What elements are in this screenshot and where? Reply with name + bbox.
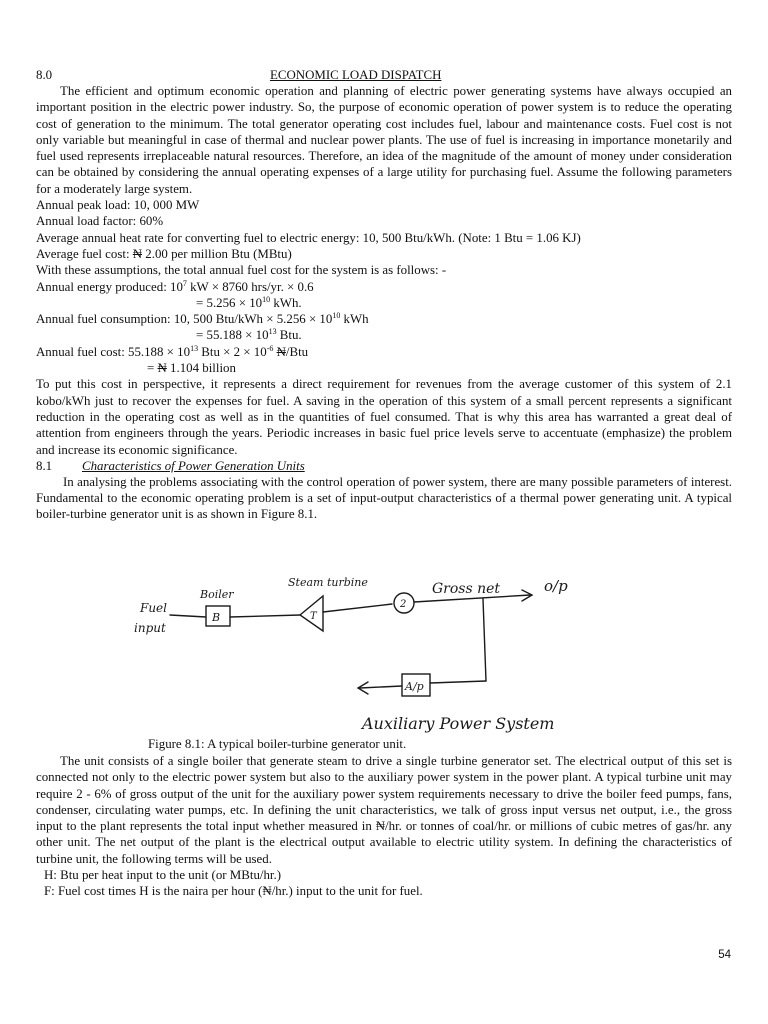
param-load-factor: Annual load factor: 60% [36, 214, 164, 229]
turbine-box-label: T [310, 611, 317, 622]
figure-8-1-diagram [130, 571, 600, 741]
gross-net-label: Gross net [432, 581, 501, 597]
body-continued [36, 753, 732, 900]
aux-system-label: Auxiliary Power System [362, 714, 555, 733]
generator-label: 2 [400, 599, 407, 610]
naira-symbol: ₦ [132, 246, 143, 261]
calc-consumption: Annual fuel consumption: 10, 500 $Btu/kWh \times 5.256 \times 10^{10}$ kWh [36, 311, 369, 327]
section-header [36, 67, 732, 83]
page-body [36, 67, 732, 523]
calc-cost-result: = ₦ 1.104 billion [147, 361, 236, 376]
subsection-title: Characteristics of Power Generation Units [82, 458, 305, 473]
subsection-number: 8.1 [36, 458, 53, 473]
section-title: ECONOMIC LOAD DISPATCH [270, 68, 442, 82]
naira-symbol: ₦ [276, 344, 286, 359]
unit-description-paragraph: The unit consists of a single boiler that generate steam to drive a single turbine generator set. The electrical output of this set is connected not only to the electric power system but also to the auxiliary power system in the power plant. A typical turbine unit may require 2 - 6% of gross output of the unit for the auxiliary power system requirements necessary to drive the boiler feed pumps, fans, condenser, circulating water pumps, etc. In defining the unit characteristics, we talk of gross input versus net output, i.e., the gross input to the plant represents the total input whether measured in ₦/hr. or tonnes of coal/hr. or millions of cubic metres of gas/hr. any other unit. The net output of the plant is the electrical output available to electric utility system. In defining the characteristics of turbine unit, the following terms will be used. [36, 754, 732, 866]
param-heat-rate: Average annual heat rate for converting fuel to electric energy: 10, 500 Btu/kWh. (Note: 1 Btu = 1.06 KJ) [36, 230, 581, 245]
turbine-generator-line [323, 604, 392, 612]
boiler-label: Boiler [200, 588, 234, 601]
aux-output-line [360, 686, 402, 688]
page-number: 54 [718, 949, 731, 961]
calc-consumption-result: = $55.188 \times 10^{13}$ Btu. [196, 327, 302, 343]
term-h: H: Btu per heat input to the unit (or MBtu/hr.) [44, 868, 282, 883]
fuel-input-line [170, 615, 206, 617]
perspective-paragraph: To put this cost in perspective, it represents a direct requirement for revenues from the average customer of this system of 2.1 kobo/kWh just to recover the expenses for fuel. A saving in the operation of this system of a small percent represents a significant reduction in the operating cost as well as in the quantities of fuel consumed. That is why this area has warranted a great deal of attention from engineers through the years. Periodic increases in basic fuel price levels serve to accentuate (emphasize) the problem and increase its economic significance. [36, 377, 732, 457]
boiler-turbine-line [230, 615, 300, 617]
term-f: F: Fuel cost times H is the naira per hour (₦/hr.) input to the unit for fuel. [44, 884, 423, 899]
param-fuel-cost: Average fuel cost: ₦ 2.00 per million Btu (MBtu) [36, 246, 292, 261]
aux-return-line [430, 681, 486, 683]
intro-paragraph: The efficient and optimum economic operation and planning of electric power generating systems have always occupied an important position in the electric power industry. So, the purpose of economic operation of power system is to reduce the operating cost of generation to the minimum. The total generator operating cost includes fuel, labour and maintenance costs. Fuel cost is not only variable but meaningful in case of thermal and nuclear power plants. The use of fuel is increasing in importance monetarily and fuel used represents irreplaceable natural resources. Therefore, an idea of the magnitude of the amount of money under consideration can be obtained by considering the annual operating expenses of a large utility for purchasing fuel. Assume the following parameters for a moderately large system. [36, 84, 732, 196]
steam-turbine-label: Steam turbine [288, 576, 368, 589]
param-peak-load: Annual peak load: 10, 000 MW [36, 198, 200, 213]
calc-cost: Annual fuel cost: $55.188 \times 10^{13}$ Btu × $2 \times 10^{-6}$ ₦/Btu [36, 343, 309, 359]
calc-energy: Annual energy produced: $10^7$ kW × 8760 hrs/yr. × 0.6 [36, 278, 314, 294]
aux-feed-line [483, 599, 486, 681]
input-label: input [134, 621, 166, 635]
naira-symbol: ₦ [157, 361, 167, 376]
calc-energy-result: = $5.256 \times 10^{10}$ kWh. [196, 294, 302, 310]
fuel-label: Fuel [140, 601, 167, 615]
output-label: o/p [544, 577, 568, 595]
figure-caption: Figure 8.1: A typical boiler-turbine generator unit. [148, 737, 407, 751]
boiler-box-label: B [212, 611, 221, 624]
section-number: 8.0 [36, 68, 53, 82]
assumptions-line: With these assumptions, the total annual fuel cost for the system is as follows: - [36, 263, 447, 278]
aux-box-label: A/p [405, 680, 424, 693]
subsection-paragraph: In analysing the problems associating with the control operation of power system, there are many possible parameters of interest. Fundamental to the economic operating problem is a set of input-output characteristics of a thermal power generating unit. A typical boiler-turbine generator unit is as shown in Figure 8.1. [36, 474, 732, 522]
subsection-header [36, 458, 732, 474]
